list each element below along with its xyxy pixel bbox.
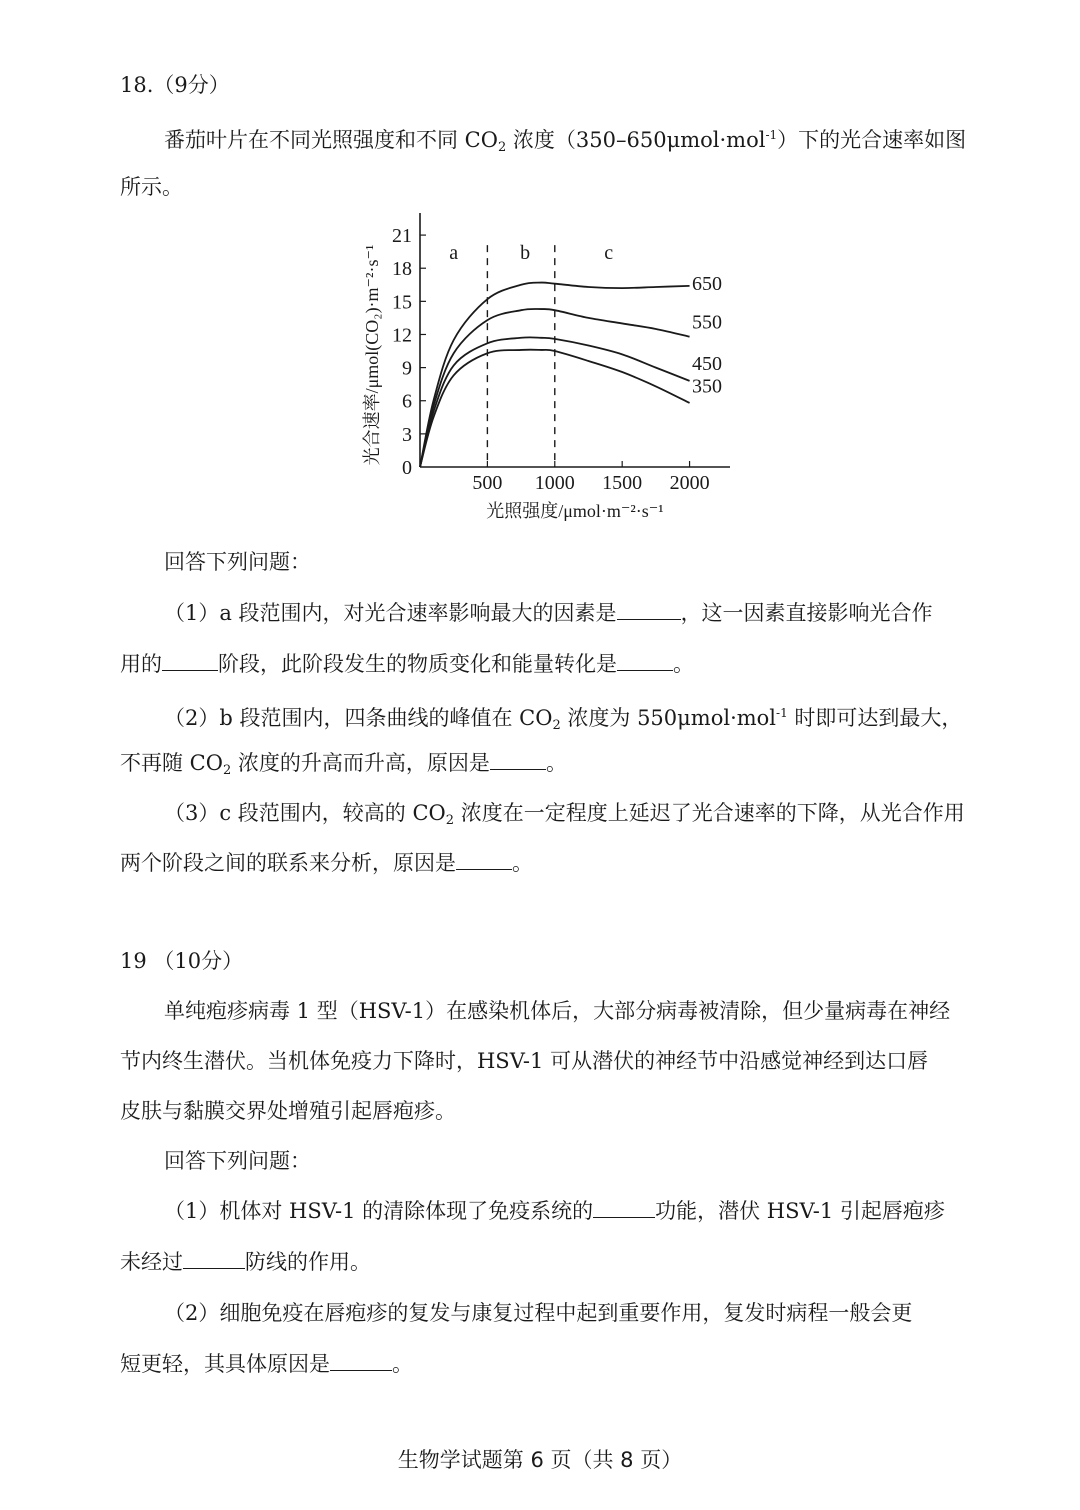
q19-part2-line2: 短更轻，其具体原因是 。	[120, 1352, 413, 1376]
photosynthesis-chart	[340, 205, 760, 530]
series-label-650: 650	[692, 272, 722, 295]
x-tick-label: 2000	[669, 472, 710, 494]
q18-part3-line2: 两个阶段之间的联系来分析，原因是 。	[120, 851, 533, 875]
q19-part1-line2: 未经过 防线的作用。	[120, 1250, 371, 1274]
q19-intro-line3: 皮肤与黏膜交界处增殖引起唇疱疹。	[120, 1099, 456, 1123]
y-tick-label: 15	[392, 291, 412, 314]
y-tick-label: 21	[392, 225, 412, 248]
q18-part2-line1: （2）b 段范围内，四条曲线的峰值在 $CO_2$ 浓度为 550μmol·mol$^{-1}$ 时即可达到最大，	[164, 706, 963, 733]
x-tick-label: 1500	[602, 472, 643, 494]
q18-prompt: 回答下列问题：	[164, 550, 311, 574]
q18-part3-line1: （3）c 段范围内，较高的 $CO_2$ 浓度在一定程度上延迟了光合速率的下降，从光合作用	[164, 801, 965, 828]
q18-part1-line1: （1）a 段范围内，对光合速率影响最大的因素是 ，这一因素直接影响光合作	[164, 601, 933, 625]
y-tick-label: 9	[402, 357, 412, 380]
answer-blank[interactable]	[162, 652, 218, 671]
chart-y-axis-label: 光合速率/μmol(CO₂)·m⁻²·s⁻¹	[362, 244, 382, 466]
y-tick-label: 6	[402, 390, 412, 413]
q19-part2-line1: （2）细胞免疫在唇疱疹的复发与康复过程中起到重要作用，复发时病程一般会更	[164, 1301, 913, 1325]
answer-blank[interactable]	[617, 601, 681, 620]
answer-blank[interactable]	[456, 851, 512, 870]
page-footer: 生物学试题第 6 页（共 8 页）	[397, 1448, 683, 1472]
q18-part1-line2: 用的 阶段，此阶段发生的物质变化和能量转化是 。	[120, 652, 694, 676]
q19-part1-line1: （1）机体对 HSV-1 的清除体现了免疫系统的 功能，潜伏 HSV-1 引起唇疱疹	[164, 1199, 945, 1223]
q19-header: 19 （10分）	[120, 949, 244, 973]
answer-blank[interactable]	[183, 1250, 245, 1269]
q18-header: 18.（9分）	[120, 73, 230, 97]
answer-blank[interactable]	[593, 1199, 655, 1218]
q18-intro: 番茄叶片在不同光照强度和不同 $CO_2$ 浓度（350–650μmol·mol$^{-1}$）下的光合速率如图	[164, 128, 967, 155]
y-tick-label: 3	[402, 423, 412, 446]
chart-x-axis-label: 光照强度/μmol·m⁻²·s⁻¹	[486, 501, 664, 521]
series-label-350: 350	[692, 375, 722, 398]
region-label-c: c	[604, 242, 614, 265]
q19-intro-line1: 单纯疱疹病毒 1 型（HSV-1）在感染机体后，大部分病毒被清除，但少量病毒在神经	[164, 999, 951, 1023]
q18-intro-line2: 所示。	[120, 175, 183, 199]
answer-blank[interactable]	[617, 652, 673, 671]
x-tick-label: 1000	[534, 472, 575, 494]
series-label-550: 550	[692, 311, 722, 334]
y-tick-label: 12	[392, 324, 412, 347]
answer-blank[interactable]	[490, 751, 546, 770]
series-label-450: 450	[692, 353, 722, 376]
q19-intro-line2: 节内终生潜伏。当机体免疫力下降时，HSV-1 可从潜伏的神经节中沿感觉神经到达口唇	[120, 1049, 929, 1073]
chart-axes	[420, 213, 730, 467]
q19-prompt: 回答下列问题：	[164, 1149, 311, 1173]
answer-blank[interactable]	[330, 1352, 392, 1371]
x-tick-label: 500	[472, 472, 503, 494]
y-tick-label: 0	[402, 457, 412, 479]
region-label-b: b	[520, 242, 531, 265]
q18-part2-line2: 不再随 $CO_2$ 浓度的升高而升高，原因是 。	[120, 751, 567, 778]
y-tick-label: 18	[392, 258, 412, 281]
region-label-a: a	[449, 242, 459, 265]
